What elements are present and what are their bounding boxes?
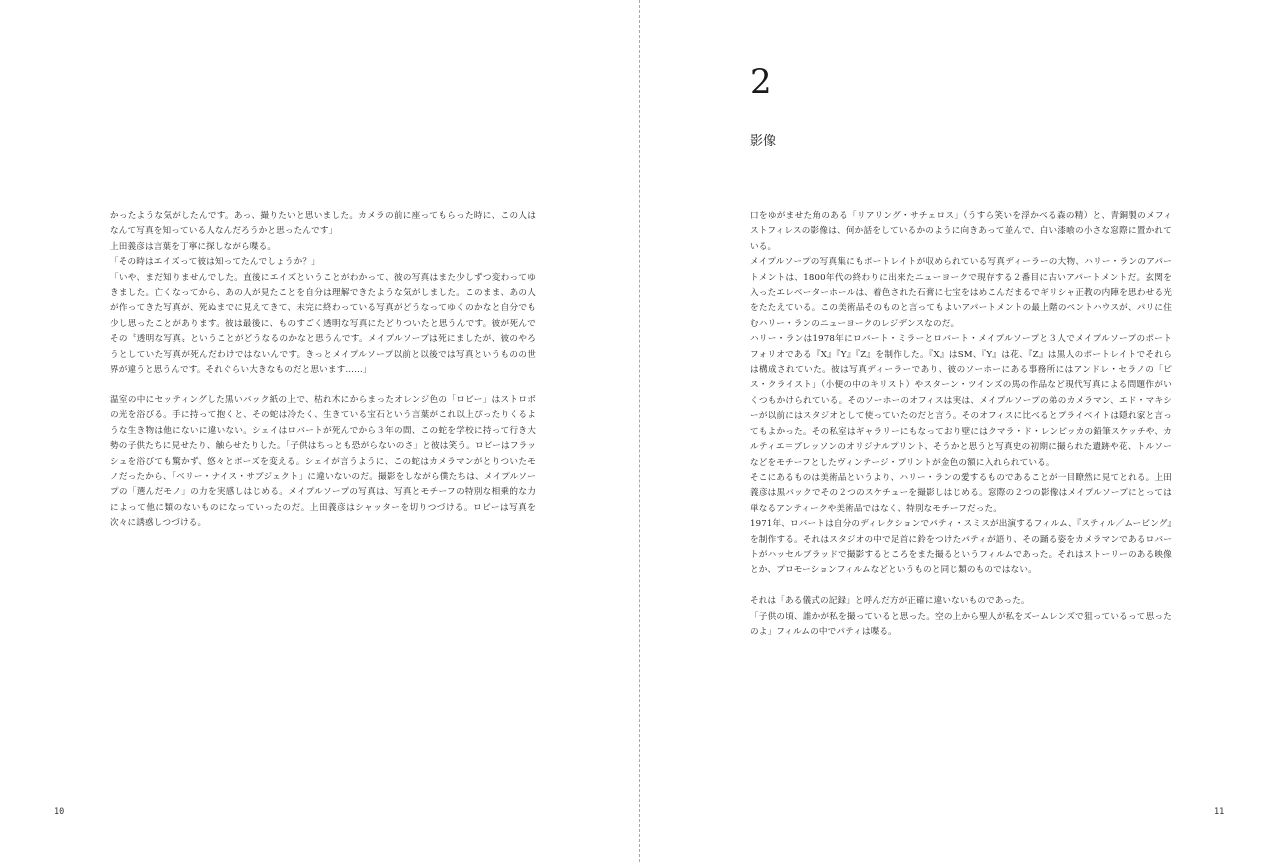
left-page-text-block-1	[110, 209, 536, 378]
paragraph: 上田義彦は言葉を丁寧に探しながら喋る。	[110, 241, 277, 252]
page-number: 11	[1214, 807, 1225, 817]
left-page-text-block-2	[110, 393, 536, 532]
chapter-number: 2	[750, 62, 772, 102]
paragraph: かったような気がしたんです。あっ、撮りたいと思いました。カメラの前に座ってもらった時に、この人はなんて写真を知っている人なんだろうかと思ったんです」	[110, 211, 536, 237]
paragraph: そこにあるものは美術品というより、ハリー・ランの愛するものであることが一目瞭然に見てとれる。上田義彦は黒バックでその２つのスケチューを撮影しはじめる。窓際の２つの影像はメイプルソープにとっては単なるアンティークや美術品ではなく、特別なモチーフだった。	[750, 472, 1172, 514]
paragraph: 温室の中にセッティングした黒いバック紙の上で、枯れ木にからまったオレンジ色の「ロビー」はストロボの光を浴びる。手に持って抱くと、その蛇は冷たく、生きている宝石という言葉がこれ以上ぴったりくるような生き物は他にないに違いない。シェイはロバートが死んでから３年の間、この蛇を学校に持って行き大勢の子供たちに見せたり、触らせたりした。「子供はちっとも恐がらないのさ」と彼は笑う。ロビーはフラッシュを浴びても驚かず、悠々とポーズを変える。シェイが言うように、この蛇はカメラマンがとりついたモノだったから、「ベリー・ナイス・サブジェクト」に違いないのだ。撮影をしながら僕たちは、メイプルソープの「選んだモノ」の力を実感しはじめる。メイプルソープの写真は、写真とモチーフの特別な相乗的な力によって他に類のないものになっていったのだ。上田義彦はシャッターを切りつづける。ロビーは写真を次々に誘惑しつづける。	[110, 395, 536, 529]
right-page-text-block	[750, 209, 1172, 640]
paragraph: 1971年、ロバートは自分のディレクションでパティ・スミスが出演するフィルム、『スティル／ムービング』を制作する。それはスタジオの中で足首に鈴をつけたパティが語り、その踊る姿をカメラマンであるロバートがハッセルブラッドで撮影するところをまた撮るというフィルムであった。それはストーリーのある映像とか、プロモーションフィルムなどというものと同じ類のものではない。	[750, 519, 1172, 576]
paragraph: 「いや、まだ知りませんでした。直後にエイズということがわかって、彼の写真はまた少しずつ変わってゆきました。亡くなってから、あの人が見たことを自分は理解できたような気がしました。このまま、あの人が作ってきた写真が、死ぬまでに見えてきて、未完に終わっている写真がどうなってゆくのかなと自分でも少し思ったことがあります。彼は最後に、ものすごく透明な写真にたどりついたと思うんです。彼が死んでその〝透明な写真〟ということがどうなるのかなと思うんです。メイプルソープは死にましたが、彼のやろうとしていた写真が死んだわけではないんです。きっとメイプルソープ以前と以後では写真というものの世界が違うと思うんです。それぐらい大きなものだと思います……」	[110, 272, 536, 376]
paragraph: 口をゆがませた角のある「リアリング・サチェロス」（うすら笑いを浮かべる森の精）と、青銅製のメフィストフィレスの影像は、何か話をしているかのように向きあって並んで、白い漆喰の小さな窓際に置かれている。	[750, 211, 1172, 252]
paragraph: 「子供の頃、誰かが私を撮っていると思った。空の上から聖人が私をズームレンズで狙っているって思ったのよ」フィルムの中でパティは喋る。	[750, 611, 1172, 637]
paragraph: 「その時はエイズって彼は知ってたんでしょうか？」	[110, 257, 320, 268]
paragraph: ハリー・ランは1978年にロバート・ミラーとロバート・メイプルソープと３人でメイプルソープのポートフォリオである『X』『Y』『Z』を制作した。『X』はSM、『Y』は花、『Z』は黒人のポートレイトでそれらは構成されていた。彼は写真ディーラーであり、彼のソーホーにある事務所にはアンドレ・セラノの「ピス・クライスト」（小便の中のキリスト）やスターン・ツインズの馬の作品など現代写真による問題作がいくつもかけられている。そのソーホーのオフィスは実は、メイプルソープの弟のカメラマン、エド・マキシーが以前にはスタジオとして使っていたのだと言う。そのオフィスに比べるとプライベイトは隠れ家と言ってもよかった。その私室はギャラリーにもなっており壁にはクマラ・ド・レンピッカの鉛筆スケッチや、カルティエ＝ブレッソンのオリジナルプリント、そうかと思うと写真史の初期に撮られた遺跡や花、トルソーなどをモチーフとしたヴィンテージ・プリントが金色の額に入れられている。	[750, 334, 1172, 468]
paragraph-gap	[750, 579, 1172, 594]
right-page	[640, 0, 1280, 862]
paragraph: それは「ある儀式の記録」と呼んだ方が正確に違いないものであった。	[750, 596, 1030, 607]
page-number: 10	[54, 807, 65, 817]
paragraph: メイプルソープの写真集にもポートレイトが収められている写真ディーラーの大物、ハリー・ランのアパートメントは、1800年代の終わりに出来たニューヨークで現存する２番目に古いアパートメントだ。玄関を入ったエレベーターホールは、着色された石膏に七宝をはめこんだまるでギリシャ正教の内陣を思わせる光をたたえている。この美術品そのものと言ってもよいアパートメントの最上階のペントハウスが、パリに住むハリー・ランのニューヨークのレジデンスなのだ。	[750, 257, 1172, 329]
chapter-title: 影像	[750, 134, 777, 149]
